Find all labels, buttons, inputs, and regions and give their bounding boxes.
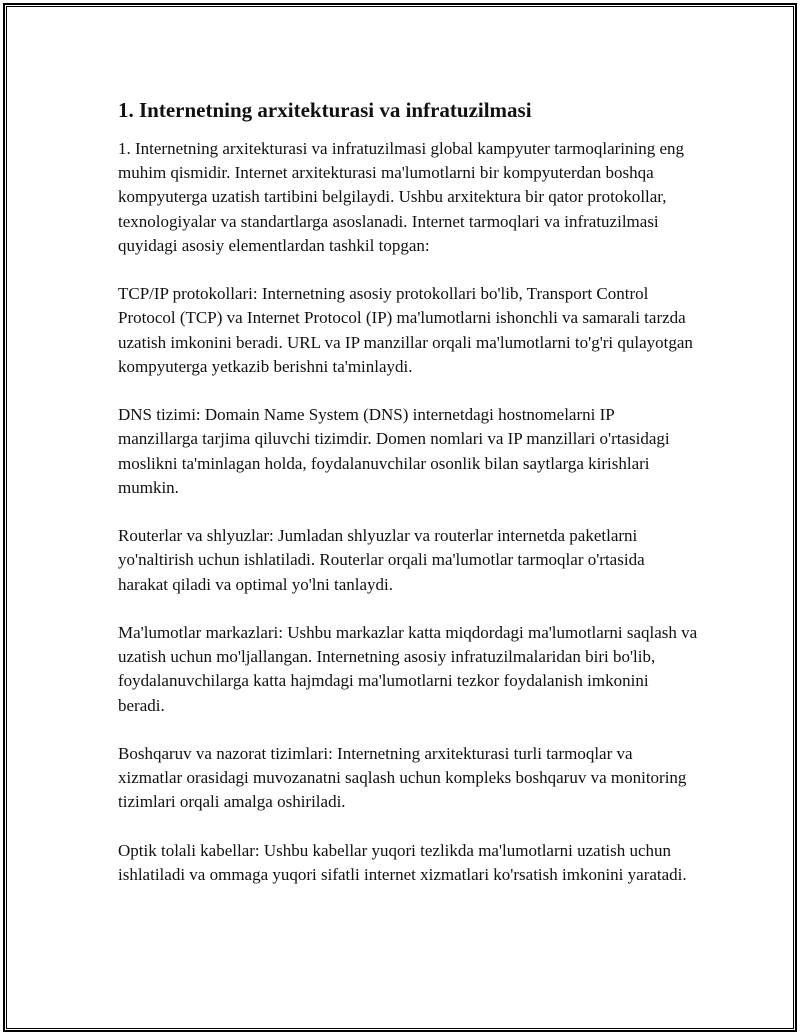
document-page: [3, 3, 797, 1032]
paragraph-tcp-ip: TCP/IP protokollari: Internetning asosiy protokollari bo'lib, Transport Control Protocol (TCP) va Internet Protocol (IP) ma'lumotlarni ishonchli va samarali tarzda uzatish imkonini beradi. URL va IP manzillar orqali ma'lumotlarni to'g'ri qulayotgan kompyuterga yetkazib berishni ta'minlaydi.: [118, 284, 693, 376]
section-heading: 1. Internetning arxitekturasi va infratuzilmasi: [118, 98, 532, 122]
paragraph-management: Boshqaruv va nazorat tizimlari: Internetning arxitekturasi turli tarmoqlar va xizmatlar orasidagi muvozanatni saqlash uchun kompleks boshqaruv va monitoring tizimlari orqali amalga oshiriladi.: [118, 744, 687, 812]
document-content: [118, 97, 698, 911]
paragraph-data-centers: Ma'lumotlar markazlari: Ushbu markazlar katta miqdordagi ma'lumotlarni saqlash va uzatish uchun mo'ljallangan. Internetning asosiy infratuzilmalaridan biri bo'lib, foydalanuvchilarga katta hajmdagi ma'lumotlarni tezkor foydalanish imkonini beradi.: [118, 623, 698, 715]
paragraph-dns: DNS tizimi: Domain Name System (DNS) internetdagi hostnomelarni IP manzillarga tarjima qiluvchi tizimdir. Domen nomlari va IP manzillari o'rtasidagi moslikni ta'minlagan holda, foydalanuvchilar osonlik bilan saytlarga kirishlari mumkin.: [118, 405, 670, 497]
paragraph-intro: 1. Internetning arxitekturasi va infratuzilmasi global kampyuter tarmoqlarining eng muhim qismidir. Internet arxitekturasi ma'lumotlarni bir kompyuterdan boshqa kompyuterga uzatish tartibini belgilaydi. Ushbu arxitektura bir qator protokollar, texnologiyalar va standartlarga asoslanadi. Internet tarmoqlari va infratuzilmasi quyidagi asosiy elementlardan tashkil topgan:: [118, 139, 685, 255]
paragraph-optical-cables: Optik tolali kabellar: Ushbu kabellar yuqori tezlikda ma'lumotlarni uzatish uchun ishlatiladi va ommaga yuqori sifatli internet xizmatlari ko'rsatish imkonini yaratadi.: [118, 840, 687, 884]
paragraph-routers: Routerlar va shlyuzlar: Jumladan shlyuzlar va routerlar internetda paketlarni yo'naltirish uchun ishlatiladi. Routerlar orqali ma'lumotlar tarmoqlar o'rtasida harakat qiladi va optimal yo'lni tanlaydi.: [118, 526, 645, 594]
